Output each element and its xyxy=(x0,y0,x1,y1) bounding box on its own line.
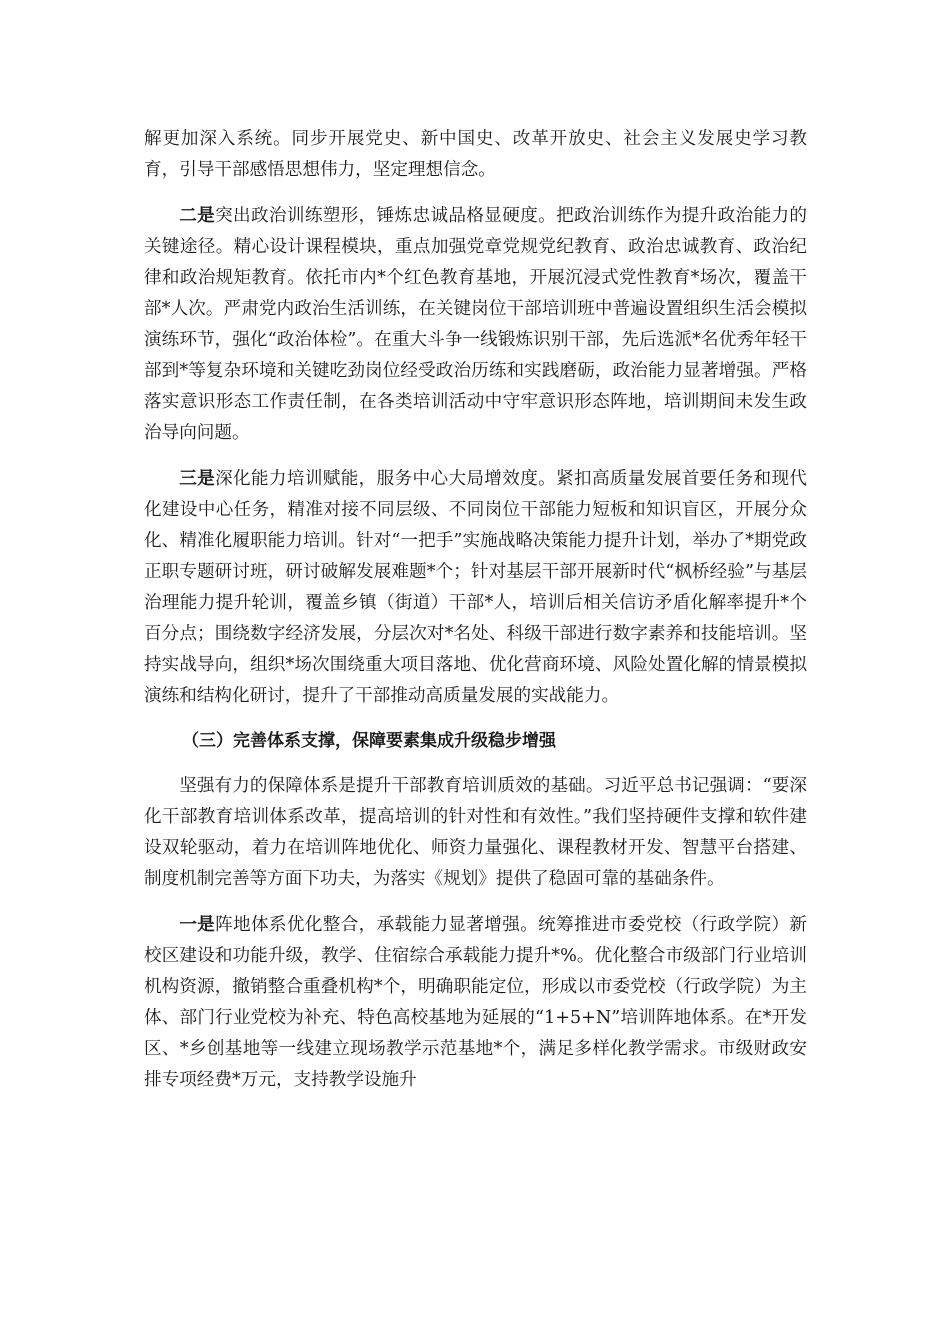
document-body xyxy=(144,124,807,1110)
paragraph-support-system: 坚强有力的保障体系是提升干部教育培训质效的基础。习近平总书记强调：“要深化干部教育培训体系改革，提高培训的针对性和有效性。”我们坚持硬件支撑和软件建设双轮驱动，着力在培训阵地优化、师资力量强化、课程教材开发、智慧平台搭建、制度机制完善等方面下功夫，为落实《规划》提供了稳固可靠的基础条件。 xyxy=(144,776,807,889)
paragraph-venue-system: 一是阵地体系优化整合，承载能力显著增强。统筹推进市委党校（行政学院）新校区建设和功能升级，教学、住宿综合承载能力提升*%。优化整合市级部门行业培训机构资源，撤销整合重叠机构*个，明确职能定位，形成以市委党校（行政学院）为主体、部门行业党校为补充、特色高校基地为延展的“1+5+N”培训阵地体系。在*开发区、*乡创基地等一线建立现场教学示范基地*个，满足多样化教学需求。市级财政安排专项经费*万元，支持教学设施升 xyxy=(144,914,807,1090)
paragraph-lead: 一是 xyxy=(179,914,216,935)
paragraph-political-training: 二是突出政治训练塑形，锤炼忠诚品格显硬度。把政治训练作为提升政治能力的关键途径。精心设计课程模块，重点加强党章党规党纪教育、政治忠诚教育、政治纪律和政治规矩教育。依托市内*个红色教育基地，开展沉浸式党性教育*场次，覆盖干部*人次。严肃党内政治生活训练，在关键岗位干部培训班中普遍设置组织生活会模拟演练环节，强化“政治体检”。在重大斗争一线锻炼识别干部，先后选派*名优秀年轻干部到*等复杂环境和关键吃劲岗位经受政治历练和实践磨砺，政治能力显著增强。严格落实意识形态工作责任制，在各类培训活动中守牢意识形态阵地，培训期间未发生政治导向问题。 xyxy=(144,205,807,443)
paragraph-lead: 三是 xyxy=(179,468,216,489)
paragraph-capability-training: 三是深化能力培训赋能，服务中心大局增效度。紧扣高质量发展首要任务和现代化建设中心任务，精准对接不同层级、不同岗位干部能力短板和知识盲区，开展分众化、精准化履职能力培训。针对“一把手”实施战略决策能力提升计划，举办了*期党政正职专题研讨班，研讨破解发展难题*个；针对基层干部开展新时代“枫桥经验”与基层治理能力提升轮训，覆盖乡镇（街道）干部*人，培训后相关信访矛盾化解率提升*个百分点；围绕数字经济发展，分层次对*名处、科级干部进行数字素养和技能培训。坚持实战导向，组织*场次围绕重大项目落地、优化营商环境、风险处置化解的情景模拟演练和结构化研讨，提升了干部推动高质量发展的实战能力。 xyxy=(144,468,807,706)
paragraph-continuation: 解更加深入系统。同步开展党史、新中国史、改革开放史、社会主义发展史学习教育，引导干部感悟思想伟力，坚定理想信念。 xyxy=(144,129,807,180)
section-heading: （三）完善体系支撑，保障要素集成升级稳步增强 xyxy=(182,731,556,751)
paragraph-lead: 二是 xyxy=(179,205,216,226)
